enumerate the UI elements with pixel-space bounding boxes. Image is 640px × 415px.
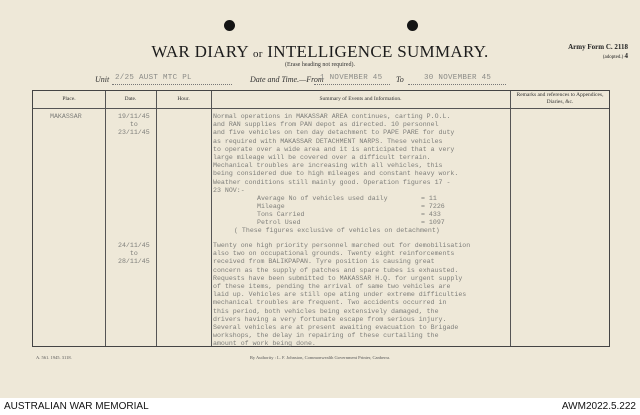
punch-hole-right <box>407 20 418 31</box>
unit-dotted-line <box>112 84 232 85</box>
unit-label: Unit <box>95 75 110 84</box>
title-war-diary: WAR DIARY <box>151 42 249 61</box>
entry-1-text: Normal operations in MAKASSAR AREA continues, carting P.O.L. and RAN supplies from PAN depot as directed. 10 personnel and five vehicles on ten day detachment to PAPE PARE for duty as required with MAKASSAR DETACHMENT NARPS. These vehicles to operate over a wide area and it is anticipated that a very large mileage will be covered over a difficult terrain. Mechanical troubles are increasing with all vehicles, this being considered due to high mileages and constant heavy work. Weather conditions still mainly good. Operation figures 17 - 23 NOV:- <box>213 113 459 194</box>
column-divider-remarks <box>510 91 511 346</box>
stat-label: Petrol Used <box>257 219 301 226</box>
column-divider-date <box>105 91 106 346</box>
header-date: Date. <box>124 96 137 102</box>
column-divider-hour <box>156 91 157 346</box>
footer-print-code: A. 561. 1945. 3118. <box>36 355 72 360</box>
diary-table: Place. Date. Hour. Summary of Events and Information. Remarks and references to Appendices, Diaries, &c. MAKASSAR 19/11/45 to 23/11/45 Normal operations in MAKASSAR AREA continues, carting P.O.L. and RAN supplies from PAN depot as directed. 10 personnel and five vehicles on ten day detachment to PAPE PARE for duty as required with MAKASSAR DETACHMENT NARPS. These vehicles to operate over a wide area and it is anticipated that a very large mileage will be covered over a difficult terrain. Mechanical troubles are increasing with all vehicles, this being considered due to high mileages and constant heavy work. Weather conditions still mainly good. Operation figures 17 - 23 NOV:- Average No of vehicles used daily = 11 Mileage = 7226 Tons Carried = 433 Petrol Used = 1097 ( These figures exclusive of vehicles on detachment) 24/11/45 to 28/11/45 Twenty one high priority personnel marched out for demobilisation also two on occupational grounds. Twenty eight reinforcements received from BALIKPAPAN. Tyre position is causing great concern as the supply of patches and spare tubes is exhausted. Requests have been submitted to MAKASSAR H.Q. for urgent supply of these items, pending the arrival of same two vehicles are laid up. Vehicles are still ope ating under extreme difficulties mechanical troubles are frequent. Two accidents occurred in this period, both vehicles being extensively damaged, the drivers having a very fortunate escape from serious injury. Several vehicles are at present awaiting evacuation to Brigade workshops, the delay in repairing of these curtailing the amount of work being done. <box>32 90 610 347</box>
header-hour: Hour. <box>177 96 190 102</box>
caption-accession-number: AWM2022.5.222 <box>561 401 636 412</box>
header-summary: Summary of Events and Information. <box>319 96 402 102</box>
entry-1-place: MAKASSAR <box>50 113 82 120</box>
army-form-number: Army Form C. 2118 <box>568 43 628 51</box>
date-to-value: 30 NOVEMBER 45 <box>424 74 492 82</box>
footer-printer-authority: By Authority : L. F. Johnston, Commonwealth Government Printer, Canberra. <box>249 355 391 360</box>
title-or: or <box>252 48 263 60</box>
date-to-dotted-line <box>408 84 506 85</box>
stat-label: Mileage <box>257 203 285 210</box>
page-title <box>0 42 640 62</box>
date-time-label: Date and Time.—From <box>250 75 324 84</box>
entry-2-date: 24/11/45 to 28/11/45 <box>118 242 150 266</box>
entry-2-text: Twenty one high priority personnel marched out for demobilisation also two on occupational grounds. Twenty eight reinforcements received from BALIKPAPAN. Tyre position is causing great concern as the supply of patches and spare tubes is exhausted. Requests have been submitted to MAKASSAR H.Q. for urgent supply of these items, pending the arrival of same two vehicles are laid up. Vehicles are still ope ating under extreme difficulties mechanical troubles are frequent. Two accidents occurred in this period, both vehicles being extensively damaged, the drivers having a very fortunate escape from serious injury. Several vehicles are at present awaiting evacuation to Brigade workshops, the delay in repairing of these curtailing the amount of work being done. <box>213 242 471 348</box>
army-form-adopted: (adopted.) 4 <box>602 52 628 60</box>
header-place: Place. <box>62 96 76 102</box>
date-to-label: To <box>396 75 404 84</box>
header-remarks: Remarks and references to Appendices, Diaries, &c. <box>516 92 604 105</box>
date-from-dotted-line <box>314 84 390 85</box>
date-from-value: 1 NOVEMBER 45 <box>320 74 383 82</box>
entry-1-note: ( These figures exclusive of vehicles on detachment) <box>234 227 440 234</box>
punch-hole-left <box>224 20 235 31</box>
entry-1-date: 19/11/45 to 23/11/45 <box>118 113 150 137</box>
header-rule <box>33 108 609 109</box>
title-intelligence-summary: INTELLIGENCE SUMMARY. <box>267 42 489 61</box>
stat-value: 11 <box>428 195 437 202</box>
stat-label: Tons Carried <box>257 211 305 218</box>
stat-label: Average No of vehicles used daily <box>257 195 388 202</box>
caption-collection-name: AUSTRALIAN WAR MEMORIAL <box>4 401 149 412</box>
column-divider-summary <box>211 91 212 346</box>
unit-value: 2/25 AUST MTC PL <box>115 74 192 82</box>
army-form-label <box>568 43 628 60</box>
stat-value: 1097 <box>428 219 445 226</box>
subtitle: (Erase heading not required). <box>285 62 355 68</box>
stat-value: 7226 <box>428 203 445 210</box>
stat-value: 433 <box>428 211 441 218</box>
